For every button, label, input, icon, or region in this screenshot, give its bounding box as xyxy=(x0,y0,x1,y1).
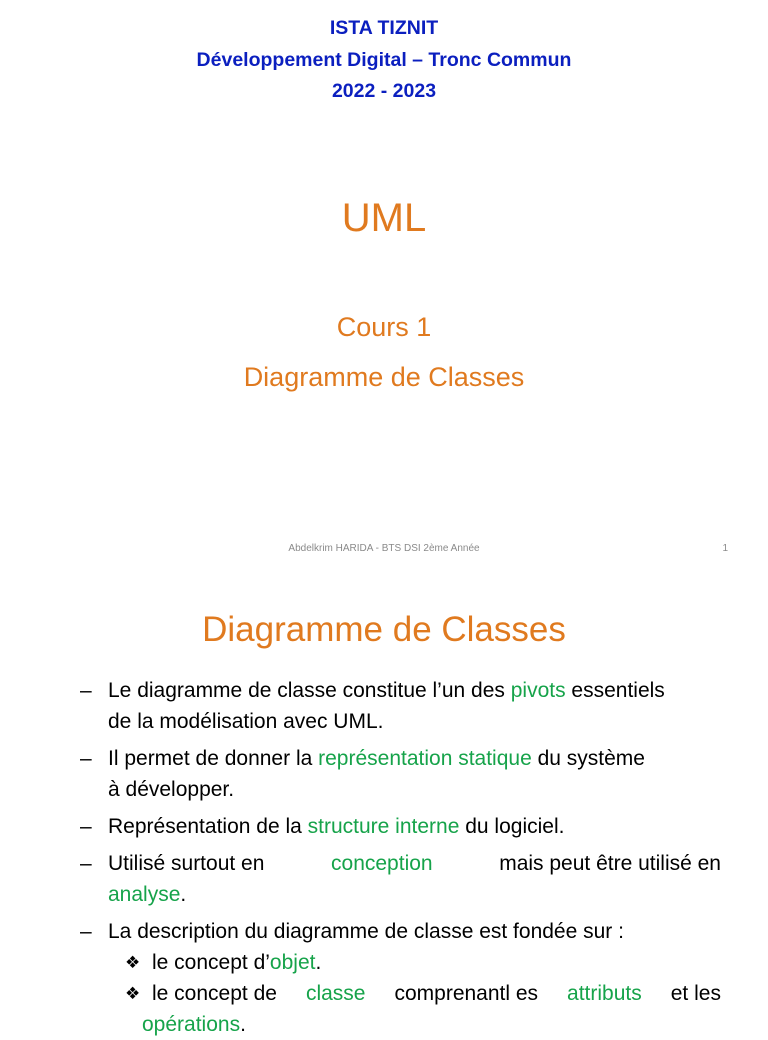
course-subtitle: Diagramme de Classes xyxy=(243,362,525,392)
dash-bullet-icon: – xyxy=(80,815,92,838)
highlight-term: analyse xyxy=(108,883,181,906)
slide-title: UML xyxy=(341,196,427,240)
highlight-term: objet xyxy=(269,951,316,974)
dash-bullet-icon: – xyxy=(80,920,92,943)
highlight-term: pivots xyxy=(510,679,566,702)
highlight-term: classe xyxy=(305,982,366,1005)
highlight-term: structure interne xyxy=(307,815,460,838)
institution-name: ISTA TIZNIT xyxy=(329,17,439,39)
academic-year: 2022 - 2023 xyxy=(331,80,437,102)
program-name: Développement Digital – Tronc Commun xyxy=(196,49,572,71)
sub-bullet-text: le concept d’objet. xyxy=(152,951,322,974)
sub-bullet-text: le concept de classe comprenantl es attributs et les opérations. xyxy=(152,978,721,1040)
bullet-text: Le diagramme de classe constitue l’un des pivots essentiels de la modélisation avec UML. xyxy=(108,679,665,733)
highlight-term: représentation statique xyxy=(318,747,532,770)
page-number: 1 xyxy=(722,543,728,554)
dash-bullet-icon: – xyxy=(80,679,92,702)
slide-title: Diagramme de Classes xyxy=(202,610,566,649)
slide-2 xyxy=(0,512,768,1036)
highlight-term: conception xyxy=(331,852,433,875)
dash-bullet-icon: – xyxy=(80,747,92,770)
bullet-text: Il permet de donner la représentation statique du système à développer. xyxy=(108,747,645,801)
diamond-bullet-icon: ❖ xyxy=(125,984,141,1003)
course-number: Cours 1 xyxy=(336,312,432,342)
dash-bullet-icon: – xyxy=(80,852,92,875)
highlight-term: attributs xyxy=(567,982,642,1005)
bullet-text: Utilisé surtout en conception mais peut être utilisé en analyse. xyxy=(108,848,721,910)
bullet-text: La description du diagramme de classe est fondée sur : xyxy=(108,920,624,943)
diamond-bullet-icon: ❖ xyxy=(125,953,141,972)
bullet-text: Représentation de la structure interne du logiciel. xyxy=(108,815,565,838)
slide-footer: Abdelkrim HARIDA - BTS DSI 2ème Année xyxy=(288,543,480,554)
highlight-term: opérations xyxy=(142,1013,241,1036)
